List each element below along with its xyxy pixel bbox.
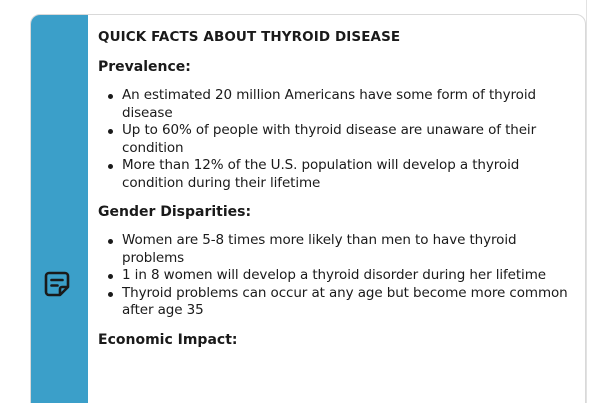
callout-accent-bar bbox=[31, 15, 88, 403]
fact-list bbox=[98, 87, 577, 192]
list-item: An estimated 20 million Americans have some form of thyroid disease bbox=[98, 87, 577, 122]
section-gender-disparities bbox=[98, 202, 577, 320]
section-title: Gender Disparities: bbox=[98, 204, 252, 220]
callout-heading: QUICK FACTS ABOUT THYROID DISEASE bbox=[98, 29, 401, 45]
section-title: Prevalence: bbox=[98, 59, 191, 75]
list-item: Up to 60% of people with thyroid disease are unaware of their condition bbox=[98, 122, 577, 157]
list-item: Women are 5-8 times more likely than men to have thyroid problems bbox=[98, 232, 577, 267]
list-item: Thyroid problems can occur at any age but become more common after age 35 bbox=[98, 285, 577, 320]
callout-card bbox=[30, 14, 586, 403]
list-item: 1 in 8 women will develop a thyroid disorder during her lifetime bbox=[98, 267, 577, 285]
page-edge-divider bbox=[586, 0, 600, 403]
callout-content bbox=[98, 27, 577, 350]
fact-list bbox=[98, 232, 577, 320]
section-prevalence bbox=[98, 57, 577, 192]
sticky-note-icon bbox=[40, 267, 74, 301]
section-title: Economic Impact: bbox=[98, 331, 238, 348]
list-item: More than 12% of the U.S. population will develop a thyroid condition during their lifetime bbox=[98, 157, 577, 192]
section-economic-impact bbox=[98, 330, 577, 350]
